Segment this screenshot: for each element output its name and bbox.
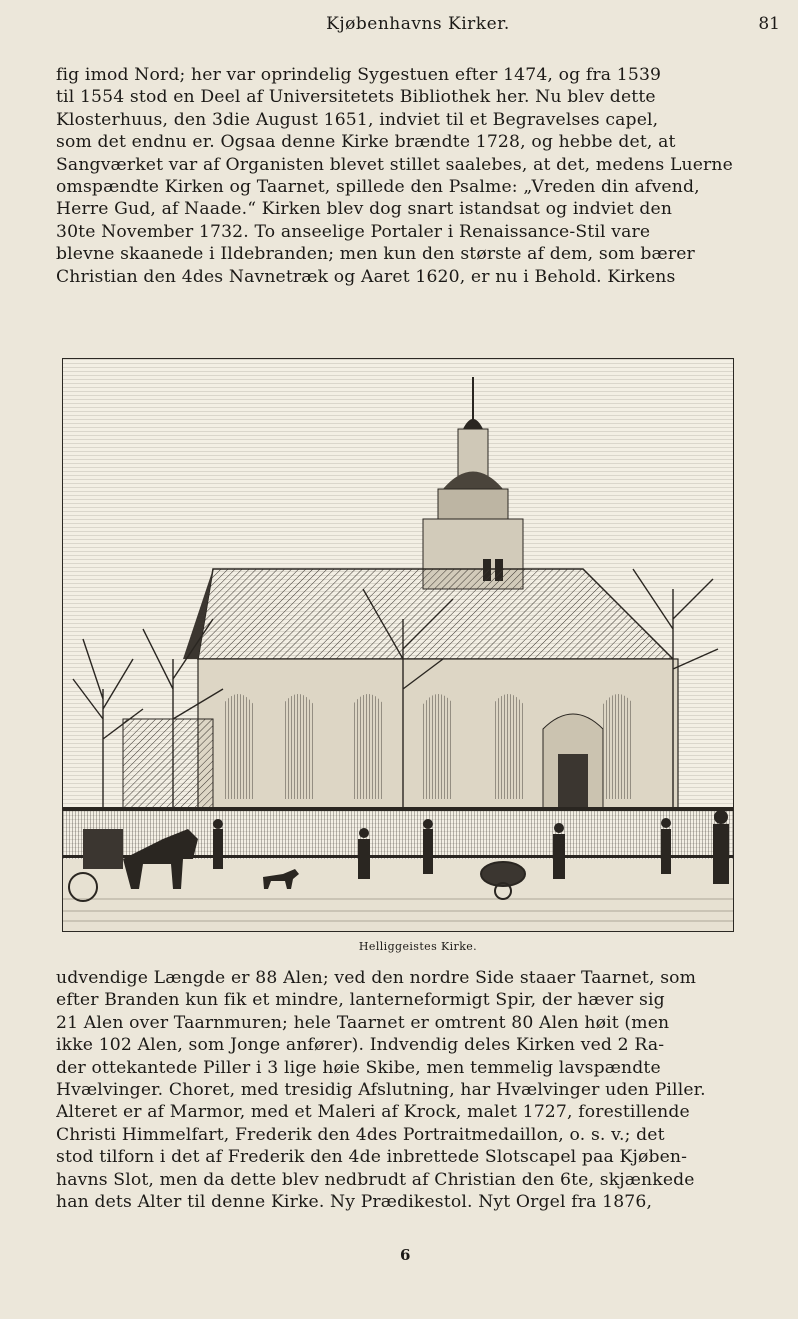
text-line: fig imod Nord; her var oprindelig Sygestuen efter 1474, og fra 1539	[56, 65, 662, 85]
text-line: han dets Alter til denne Kirke. Ny Prædikestol. Nyt Orgel fra 1876,	[56, 1191, 653, 1212]
text-line: Sangværket var af Organisten blevet stillet saalebes, at det, medens Luerne	[56, 154, 733, 175]
text-line: Christi Himmelfart, Frederik den 4des Portraitmedaillon, o. s. v.; det	[56, 1124, 665, 1145]
text-line: som det endnu er. Ogsaa denne Kirke brændte 1728, og hebbe det, at	[56, 132, 676, 153]
page-number: 81	[758, 14, 780, 34]
text-line: Christian den 4des Navnetræk og Aaret 1620, er nu i Behold. Kirkens	[56, 266, 676, 287]
text-line: 30te November 1732. To anseelige Portaler i Renaissance-Stil vare	[56, 221, 651, 242]
street	[63, 859, 733, 931]
body-text-bottom	[56, 967, 780, 1213]
running-head	[56, 14, 780, 38]
text-line: Alteret er af Marmor, med et Maleri af Krock, malet 1727, forestillende	[56, 1102, 690, 1123]
text-line: omspændte Kirken og Taarnet, spillede den Psalme: „Vreden din afvend,	[56, 176, 700, 197]
text-line: Klosterhuus, den 3die August 1651, indviet til et Begravelses capel,	[56, 109, 659, 130]
signature-mark: 6	[400, 1246, 411, 1264]
text-line: Herre Gud, af Naade.“ Kirken blev dog snart istandsat og indviet den	[56, 199, 673, 220]
text-line: til 1554 stod en Deel af Universitetets Bibliothek her. Nu blev dette	[56, 87, 656, 108]
text-line: Hvælvinger. Choret, med tresidig Afslutning, har Hvælvinger uden Piller.	[56, 1079, 706, 1100]
side-building	[123, 719, 213, 809]
figure-caption: Helliggeistes Kirke.	[358, 940, 478, 953]
text-line: udvendige Længde er 88 Alen; ved den nordre Side staaer Taarnet, som	[56, 968, 697, 988]
running-title: Kjøbenhavns Kirker.	[326, 14, 510, 34]
text-line: 21 Alen over Taarnmuren; hele Taarnet er omtrent 80 Alen høit (men	[56, 1012, 670, 1033]
portal	[543, 714, 603, 809]
text-line: ikke 102 Alen, som Jonge anfører). Indvendig deles Kirken ved 2 Ra-	[56, 1035, 665, 1056]
church-engraving	[62, 358, 734, 932]
text-line: efter Branden kun fik et mindre, lanterneformigt Spir, der hæver sig	[56, 990, 665, 1011]
text-line: havns Slot, men da dette blev nedbrudt af Christian den 6te, skjænkede	[56, 1169, 695, 1190]
text-line: stod tilforn i det af Frederik den 4de inbrettede Slotscapel paa Kjøben-	[56, 1147, 688, 1168]
text-line: blevne skaanede i Ildebranden; men kun den største af dem, som bærer	[56, 244, 695, 265]
body-text-top	[56, 64, 780, 288]
engraving-illustration	[63, 359, 733, 931]
text-line: der ottekantede Piller i 3 lige høie Skibe, men temmelig lavspændte	[56, 1057, 661, 1078]
